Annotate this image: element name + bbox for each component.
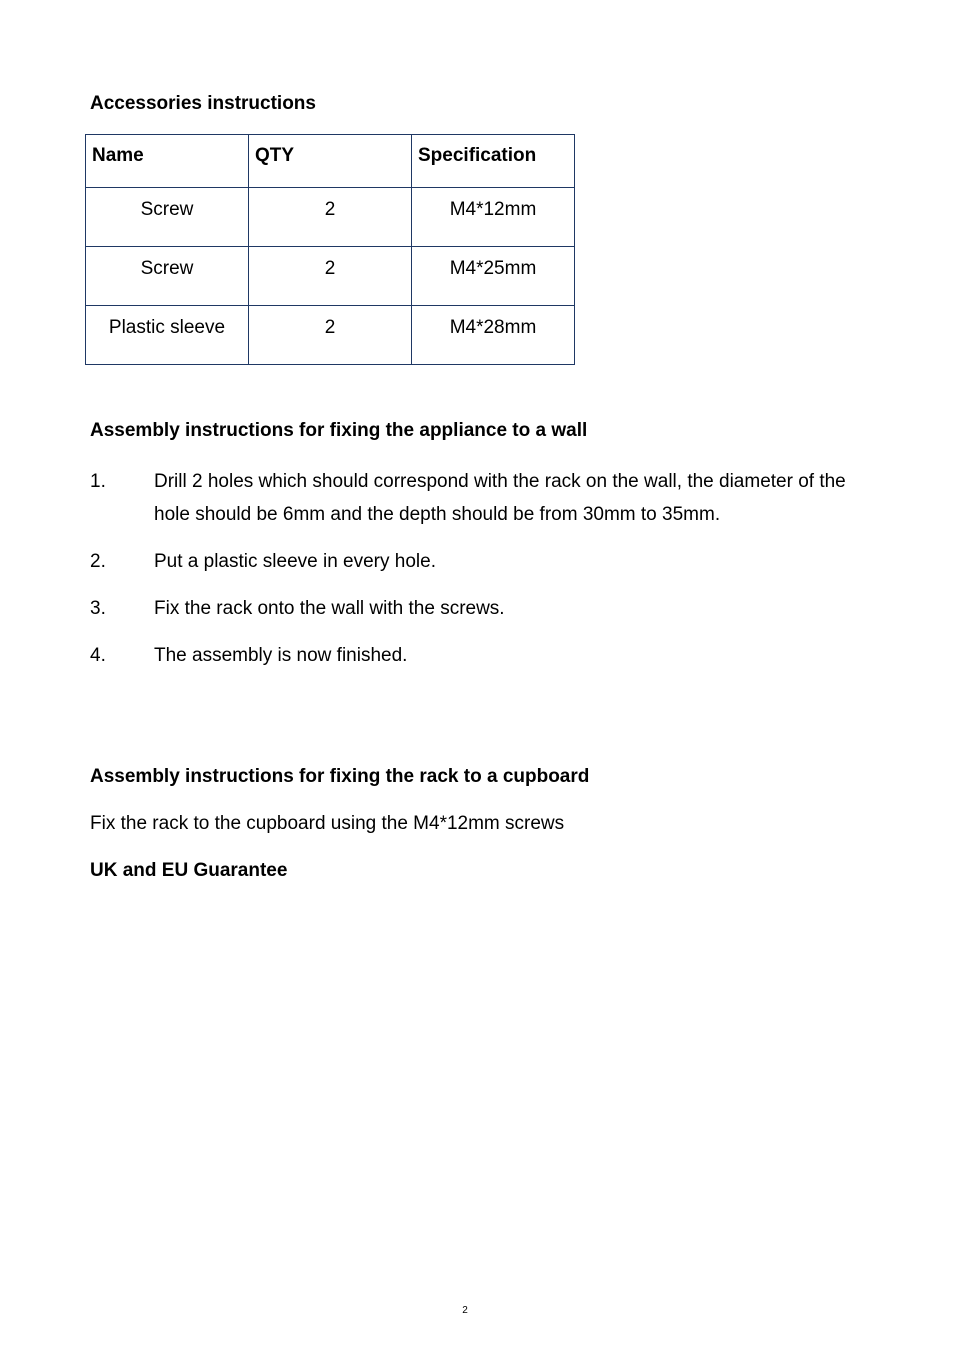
wall-assembly-heading: Assembly instructions for fixing the appliance to a wall [90,420,588,441]
step-number: 2. [90,551,106,572]
guarantee-heading: UK and EU Guarantee [90,860,288,881]
table-row [86,247,575,306]
header-specification: Specification [412,135,575,188]
table-row [86,188,575,247]
list-item [90,545,880,578]
step-number: 3. [90,598,106,619]
list-item [90,639,880,672]
step-text: The assembly is now finished. [154,645,408,666]
step-number: 1. [90,471,106,492]
cell-qty: 2 [249,247,412,306]
accessories-heading: Accessories instructions [90,93,316,114]
step-text: Fix the rack onto the wall with the screws. [154,598,505,619]
cell-specification: M4*25mm [412,247,575,306]
step-text: Drill 2 holes which should correspond with the rack on the wall, the diameter of the hole should be 6mm and the depth should be from 30mm to 35mm. [154,471,846,525]
cell-name: Screw [86,247,249,306]
cupboard-assembly-heading: Assembly instructions for fixing the rack to a cupboard [90,766,590,787]
cell-specification: M4*28mm [412,306,575,365]
step-number: 4. [90,645,106,666]
table-row [86,306,575,365]
accessories-table [85,134,575,365]
page-number: 2 [462,1305,468,1316]
wall-assembly-steps [90,465,880,686]
list-item [90,465,880,531]
cell-name: Plastic sleeve [86,306,249,365]
header-name: Name [86,135,249,188]
cell-qty: 2 [249,306,412,365]
step-text: Put a plastic sleeve in every hole. [154,551,436,572]
cell-specification: M4*12mm [412,188,575,247]
header-qty: QTY [249,135,412,188]
table-header-row [86,135,575,188]
cell-qty: 2 [249,188,412,247]
list-item [90,592,880,625]
cupboard-instruction-text: Fix the rack to the cupboard using the M4*12mm screws [90,813,565,834]
cell-name: Screw [86,188,249,247]
